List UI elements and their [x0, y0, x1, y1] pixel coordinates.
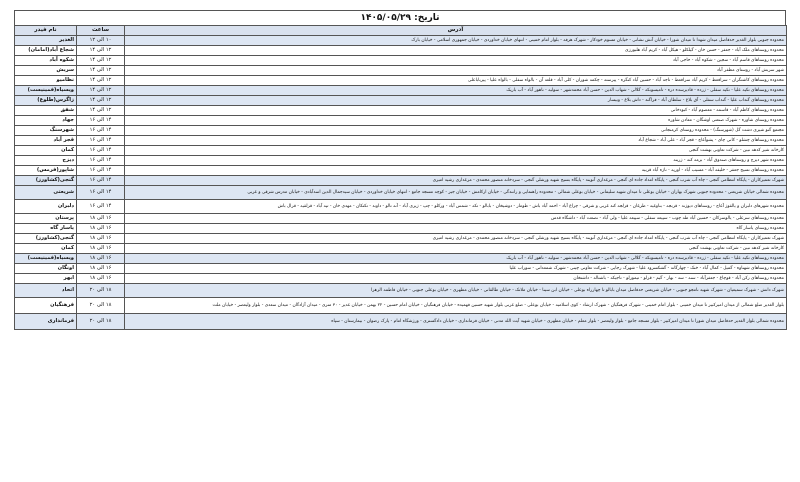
outage-time-cell: ۱۲ الی ۱۴: [77, 86, 125, 96]
feeder-name-cell: کمان: [15, 244, 77, 254]
table-header-row: [15, 26, 787, 36]
outage-time-cell: ۱۴ الی ۱۶: [77, 136, 125, 146]
feeder-address-cell: محدوده روستاهای کاشتگران - سرافعط - کریم آباد سرافعط - تاجه آباد - حسین آباد کنگره - پیرسته - چکمه شوران - کلی آباد - قلعه آن - بالواه سفلی - بالواه علیا - پیرباباعلی: [125, 76, 787, 86]
feeder-address-cell: بلوار الغدیر ضلع شمالی از میدان امیرکبیر تا میدان خمینی - بلوار امام خمینی - شهرک فرهنگیان - شهرک ارشاد - کوی اسلامیه - خیابان بوعلی - ضلع غربی بلوار شهید حسین فهمیده - خیابان فرهنگیان - خیابان امام حسین - ۲۲ بهمن - خیابان غدیر - ۳۰ متری - میدان آزادگان - میدان سعدی - بلوار ولیعصر - خیابان ملت: [125, 298, 787, 314]
outage-time-cell: ۱۸ الی ۲۰: [77, 298, 125, 314]
feeder-name-cell: اتحاد: [15, 284, 77, 298]
table-row: [15, 46, 787, 56]
feeder-address-cell: شهرک دانش - شهرک سمیعیان - شهرک شهید نامجو جنوبی - خیابان شریعتی حدفاصل میدان بابالو تا چهارراه بوعلی - خیابان ابن سینا - خیابان ملاتک - خیابان طالقانی - خیابان مطهری - خیابان بوعلی جنوبی - خیابان فاطمه الزهرا: [125, 284, 787, 298]
outage-time-cell: ۱۴ الی ۱۶: [77, 126, 125, 136]
feeder-name-cell: شاپور(فرمس): [15, 166, 77, 176]
feeder-address-cell: محدوده روستای یاسار گاه: [125, 224, 787, 234]
outage-time-cell: ۱۲ الی ۱۴: [77, 66, 125, 76]
outage-time-cell: ۱۴ الی ۱۶: [77, 200, 125, 214]
feeder-name-cell: زاگرس(طلوع): [15, 96, 77, 106]
feeder-name-cell: کمان: [15, 146, 77, 156]
outage-time-cell: ۱۲ الی ۱۴: [77, 76, 125, 86]
feeder-address-cell: کارخانه شیر کدهه نبین - شرکت تعاونی بهشت گنجی: [125, 146, 787, 156]
feeder-address-cell: محدوده روستاهای قاسم آباد - سجین - شکوه آباد - حاجی آباد: [125, 56, 787, 66]
feeder-address-cell: محدوده روستاهای کاظم آباد - قاسمه - معصوم آباد - کبودخانی: [125, 106, 787, 116]
feeder-name-cell: دلبران: [15, 200, 77, 214]
outage-time-cell: ۱۸ الی ۲۰: [77, 314, 125, 330]
feeder-address-cell: محدوده روستاهای تکیه علیا - تکیه سفلی - زرده - قادیرسده دره - تامیسونکه - گلالی - شهاب الدین - حسن آباد محمدشهر - سولیه - ناهور آباد - آب باریک: [125, 86, 787, 96]
feeder-name-cell: سربش: [15, 66, 77, 76]
feeder-address-cell: محدوده روستاهای گنداب علیا - گنداب سفلی - آق بلاغ - سلطان آباد - فراگند - داش بلاغ - ونیسار: [125, 96, 787, 106]
feeder-address-cell: محدوده شهر دیزج و روستاهای صندوق آباد - برمه کنه - زرینه: [125, 156, 787, 166]
table-row: [15, 176, 787, 186]
feeder-address-cell: محدوده روستاهای شهناوه - گمیل - کمال آباد - خنک - چهارگانه - گشکسرود علیا - شهرک رجایی - شرکت تعاونی چینی - شهرک شمعدانی - سوراب علیا: [125, 264, 787, 274]
outage-time-cell: ۱۶ الی ۱۸: [77, 214, 125, 224]
feeder-name-cell: گنجی(کشاورز): [15, 234, 77, 244]
outage-time-cell: ۱۴ الی ۱۶: [77, 186, 125, 200]
outage-time-cell: ۱۴ الی ۱۶: [77, 166, 125, 176]
table-row: [15, 66, 787, 76]
table-row: [15, 116, 787, 126]
table-row: [15, 76, 787, 86]
feeder-address-cell: محدوده شهرهای دلبران و یالقوز آغاج - روستاهای دیوزند - قرنجه - بناوغیه - طرغان - قزلجه کند غربی و شرقی - چراغ آباد - احمد آباد باش - طومار - دوشیخان - بابالو - تکه - شمس آباد - ورکلو - چپ - زیری آباد - آنه تالو - داوند - تکتکان - مهدی خان - تپه آباد - قزلقیه - قرال باش: [125, 200, 787, 214]
column-header-address: آدرس: [125, 26, 787, 36]
feeder-address-cell: محدوده روستاهای رکن آباد - قوچاغ - جعفرآباد - سنه - سه - بهار - گیم - قزلو - تیمورلو - تاجیکه - باشتاله - داشتخان: [125, 274, 787, 284]
table-row: [15, 298, 787, 314]
feeder-name-cell: شفق: [15, 106, 77, 116]
feeder-address-cell: شهرک تعمیرکاران - پایگاه انتظامی گنجی - چاه آب شرب گنجی - پایگاه امداد جاده ای گنجی - مرغداری آنویند - پایگاه بسیج شهید ورشلی گنجی - سردخانه منصور محمدی - مرغداری رشید امیری: [125, 234, 787, 244]
outage-time-cell: ۱۸ الی ۲۰: [77, 284, 125, 298]
table-row: [15, 224, 787, 234]
table-row: [15, 166, 787, 176]
outage-time-cell: ۱۶ الی ۱۸: [77, 274, 125, 284]
outage-time-cell: ۱۶ الی ۱۸: [77, 254, 125, 264]
table-row: [15, 264, 787, 274]
table-row: [15, 284, 787, 298]
feeder-name-cell: پرستان: [15, 214, 77, 224]
feeder-address-cell: محدوده شمالی بلوار الغدیر حدفاصل میدان شورا تا میدان امیرکبیر - بلوار مسجد جامع - بلوار ولیعصر - بلوار معلم - خیابان مطهری - خیابان شهید آیت الله مدنی - خیابان فرمانداری - خیابان دادگستری - ورزشگاه امام - پارک رضوان - بیمارستان - سپاه: [125, 314, 787, 330]
outage-time-cell: ۱۲ الی ۱۴: [77, 46, 125, 56]
table-row: [15, 136, 787, 146]
feeder-name-cell: دیزج: [15, 156, 77, 166]
table-row: [15, 126, 787, 136]
feeder-address-cell: محدوده روستاهای سرعلی - یالوسرکان - حسین آباد طه چوب - سپیعه سفلی - سپیعه علیا - ولی آباد - نصعت آباد - داشگاه قدس: [125, 214, 787, 224]
feeder-address-cell: محدوده جنوبی بلوار الغدیر حدفاصل میدان شهدا تا میدان شورا - خیابان آتش نشانی - خیابان مسوم خودکار - شهرک هرفه - بلوار امام خمینی - انتهای خیابان خداوردی - خیابان جمهوری اسلامی - خیابان بارک: [125, 36, 787, 46]
outage-schedule-document: [14, 10, 786, 462]
table-body: [15, 36, 787, 330]
feeder-name-cell: فرمانداری: [15, 314, 77, 330]
feeder-name-cell: شکوه آباد: [15, 56, 77, 66]
table-row: [15, 86, 787, 96]
table-row: [15, 314, 787, 330]
outage-time-cell: ۱۶ الی ۱۸: [77, 264, 125, 274]
outage-time-cell: ۱۶ الی ۱۸: [77, 224, 125, 234]
feeder-address-cell: کارخانه شیر کدهه نبین - شرکت تعاونی بهشت گنجی: [125, 244, 787, 254]
feeder-name-cell: ویسیاه(فمینیست): [15, 86, 77, 96]
table-row: [15, 36, 787, 46]
feeder-name-cell: یاسار گاه: [15, 224, 77, 234]
table-row: [15, 200, 787, 214]
outage-time-cell: ۱۲ الی ۱۴: [77, 106, 125, 116]
feeder-name-cell: ویسیاه(فمینیست): [15, 254, 77, 264]
schedule-date-title: تاریخ: ۱۴۰۵/۰۵/۲۹: [14, 10, 786, 25]
feeder-name-cell: جهاد: [15, 116, 77, 126]
outage-time-cell: ۱۴ الی ۱۶: [77, 116, 125, 126]
table-row: [15, 156, 787, 166]
feeder-name-cell: الغدیر: [15, 36, 77, 46]
outage-time-cell: ۱۶ الی ۱۸: [77, 234, 125, 244]
feeder-address-cell: شهرک تعمیرکاران - پایگاه انتظامی گنجی - چاه آب شرب گنجی - پایگاه امداد جاده ای گنجی - مرغداری آنویند - پایگاه بسیج شهید ورشلی گنجی - سردخانه منصور محمدی - مرغداری رشید امیری: [125, 176, 787, 186]
feeder-address-cell: شهر سربش آباد - روستای مظفر آباد: [125, 66, 787, 76]
table-row: [15, 244, 787, 254]
feeder-address-cell: محدوده روستای شاوره - شهرک صنعتی اوشگان - معادن شاوره: [125, 116, 787, 126]
table-row: [15, 106, 787, 116]
table-row: [15, 186, 787, 200]
outage-time-cell: ۱۰ الی ۱۲: [77, 36, 125, 46]
feeder-name-cell: اونگان: [15, 264, 77, 274]
table-row: [15, 146, 787, 156]
column-header-feeder-name: نام فیدر: [15, 26, 77, 36]
feeder-name-cell: شریعتی: [15, 186, 77, 200]
column-header-time: ساعت: [77, 26, 125, 36]
outage-time-cell: ۱۶ الی ۱۸: [77, 244, 125, 254]
feeder-name-cell: گنجی(کشاورز): [15, 176, 77, 186]
table-row: [15, 274, 787, 284]
feeder-name-cell: قجر آباد: [15, 136, 77, 146]
feeder-name-cell: شهرسنگ: [15, 126, 77, 136]
feeder-name-cell: ابهر: [15, 274, 77, 284]
feeder-name-cell: شجاع آباد(امامان): [15, 46, 77, 56]
outage-time-cell: ۱۲ الی ۱۴: [77, 56, 125, 66]
feeder-name-cell: فرهنگیان: [15, 298, 77, 314]
table-row: [15, 254, 787, 264]
table-row: [15, 234, 787, 244]
feeder-address-cell: محدوده روستاهای چشلو - کانی چای - پشوآغاچ - قجر آباد - علی آباد - شجاع آباد: [125, 136, 787, 146]
table-row: [15, 96, 787, 106]
outage-time-cell: ۱۲ الی ۱۴: [77, 96, 125, 106]
outage-table: [14, 25, 787, 330]
feeder-address-cell: محدوده روستاهای تسیح جعفر - خلیفه آباد - مسیب آباد - اوریه - نازه آباد قربیه: [125, 166, 787, 176]
feeder-name-cell: نظامیو: [15, 76, 77, 86]
outage-time-cell: ۱۴ الی ۱۶: [77, 146, 125, 156]
feeder-address-cell: محدوده روستاهای ملک آباد - جعفر - حسن خان - گیلکلو - هیکل آباد - کریم آباد هلبورزی: [125, 46, 787, 56]
table-row: [15, 214, 787, 224]
feeder-address-cell: محدوده روستاهای تکیه علیا - تکیه سفلی - زرده - قادیرسده دره - تامیسونکه - گلالی - شهاب الدین - حسن آباد محمدشهر - سولیه - ناهور آباد - آب باریک: [125, 254, 787, 264]
table-row: [15, 56, 787, 66]
feeder-address-cell: مجتمع گنو شیری دشت گل (شهرسنگ) - محدوده روستای کرمنجانی: [125, 126, 787, 136]
outage-time-cell: ۱۴ الی ۱۶: [77, 176, 125, 186]
feeder-address-cell: محدوده شمالی خیابان شریعتی - محدوده جنوبی شهرک بهاران - خیابان بوعلی تا میدان شهید سلیمانی - خیابان بوعلی شمالی - محدوده راهنمایی و رانندگی - خیابان ارکامش - خیابان جیر - کوچه مسجد جامع - انتهای خیابان خداوردی - خیابان سیدجمال الدین اسدآبادی - خیابان مدرس شرقی و غربی: [125, 186, 787, 200]
outage-time-cell: ۱۴ الی ۱۶: [77, 156, 125, 166]
